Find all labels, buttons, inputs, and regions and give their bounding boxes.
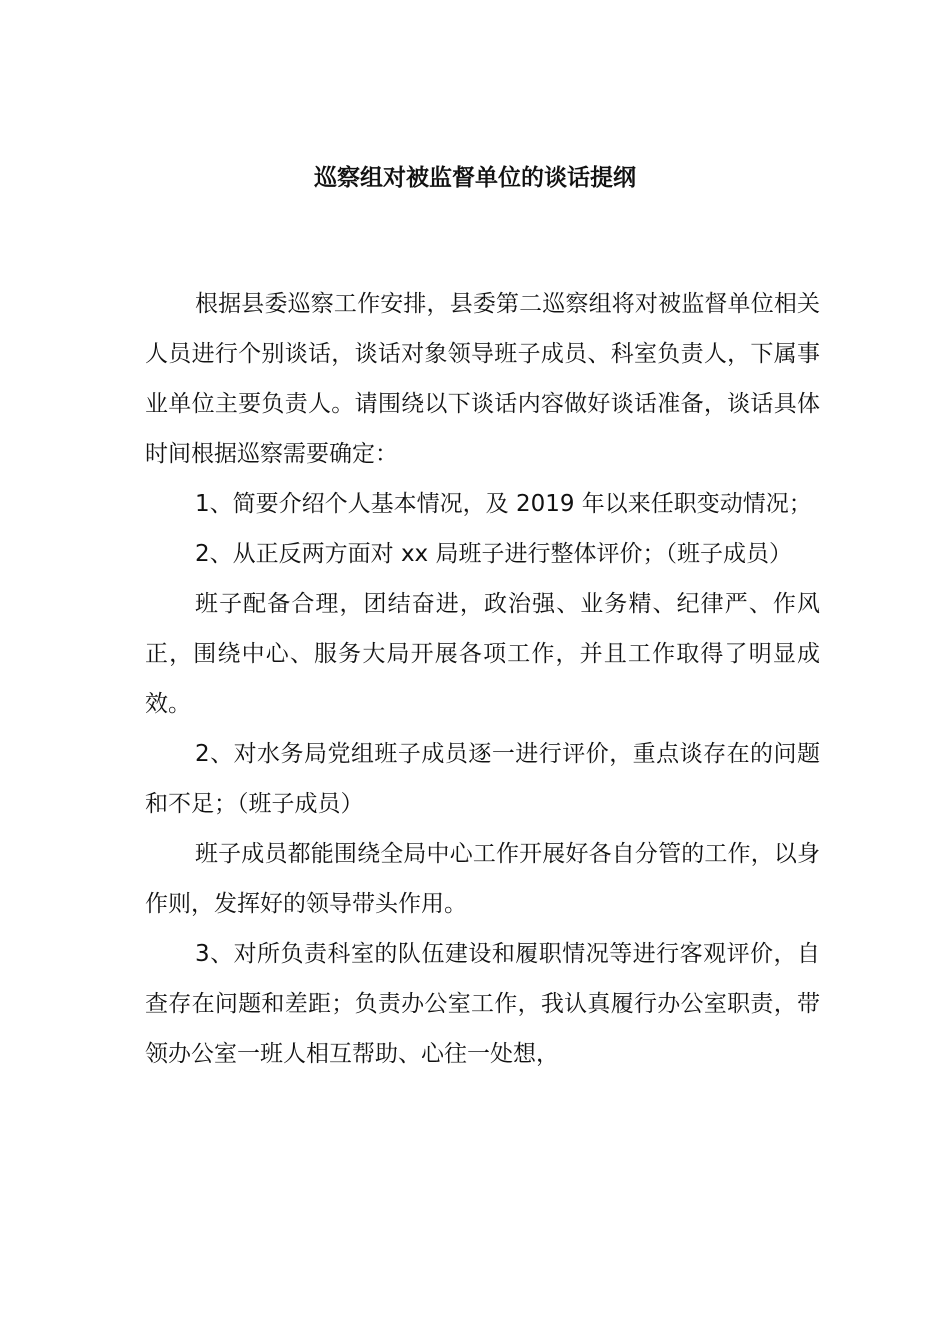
paragraph-answer-2b: 班子成员都能围绕全局中心工作开展好各自分管的工作，以身作则，发挥好的领导带头作用。 [145, 841, 820, 917]
document-body [145, 279, 820, 1079]
paragraph-answer-2: 班子配备合理，团结奋进，政治强、业务精、纪律严、作风正，围绕中心、服务大局开展各项工作，并且工作取得了明显成效。 [145, 591, 820, 717]
paragraph-item-2b: 2、对水务局党组班子成员逐一进行评价，重点谈存在的问题和不足；（班子成员） [145, 741, 820, 817]
paragraph-intro: 根据县委巡察工作安排，县委第二巡察组将对被监督单位相关人员进行个别谈话，谈话对象领导班子成员、科室负责人，下属事业单位主要负责人。请围绕以下谈话内容做好谈话准备，谈话具体时间根据巡察需要确定： [145, 291, 820, 467]
document-title: 巡察组对被监督单位的谈话提纲 [314, 165, 636, 191]
paragraph-item-1: 1、简要介绍个人基本情况，及 2019 年以来任职变动情况； [195, 491, 812, 517]
paragraph-item-3: 3、对所负责科室的队伍建设和履职情况等进行客观评价，自查存在问题和差距；负责办公室工作，我认真履行办公室职责，带领办公室一班人相互帮助、心往一处想， [145, 941, 820, 1067]
paragraph-item-2: 2、从正反两方面对 xx 局班子进行整体评价；（班子成员） [195, 541, 792, 567]
